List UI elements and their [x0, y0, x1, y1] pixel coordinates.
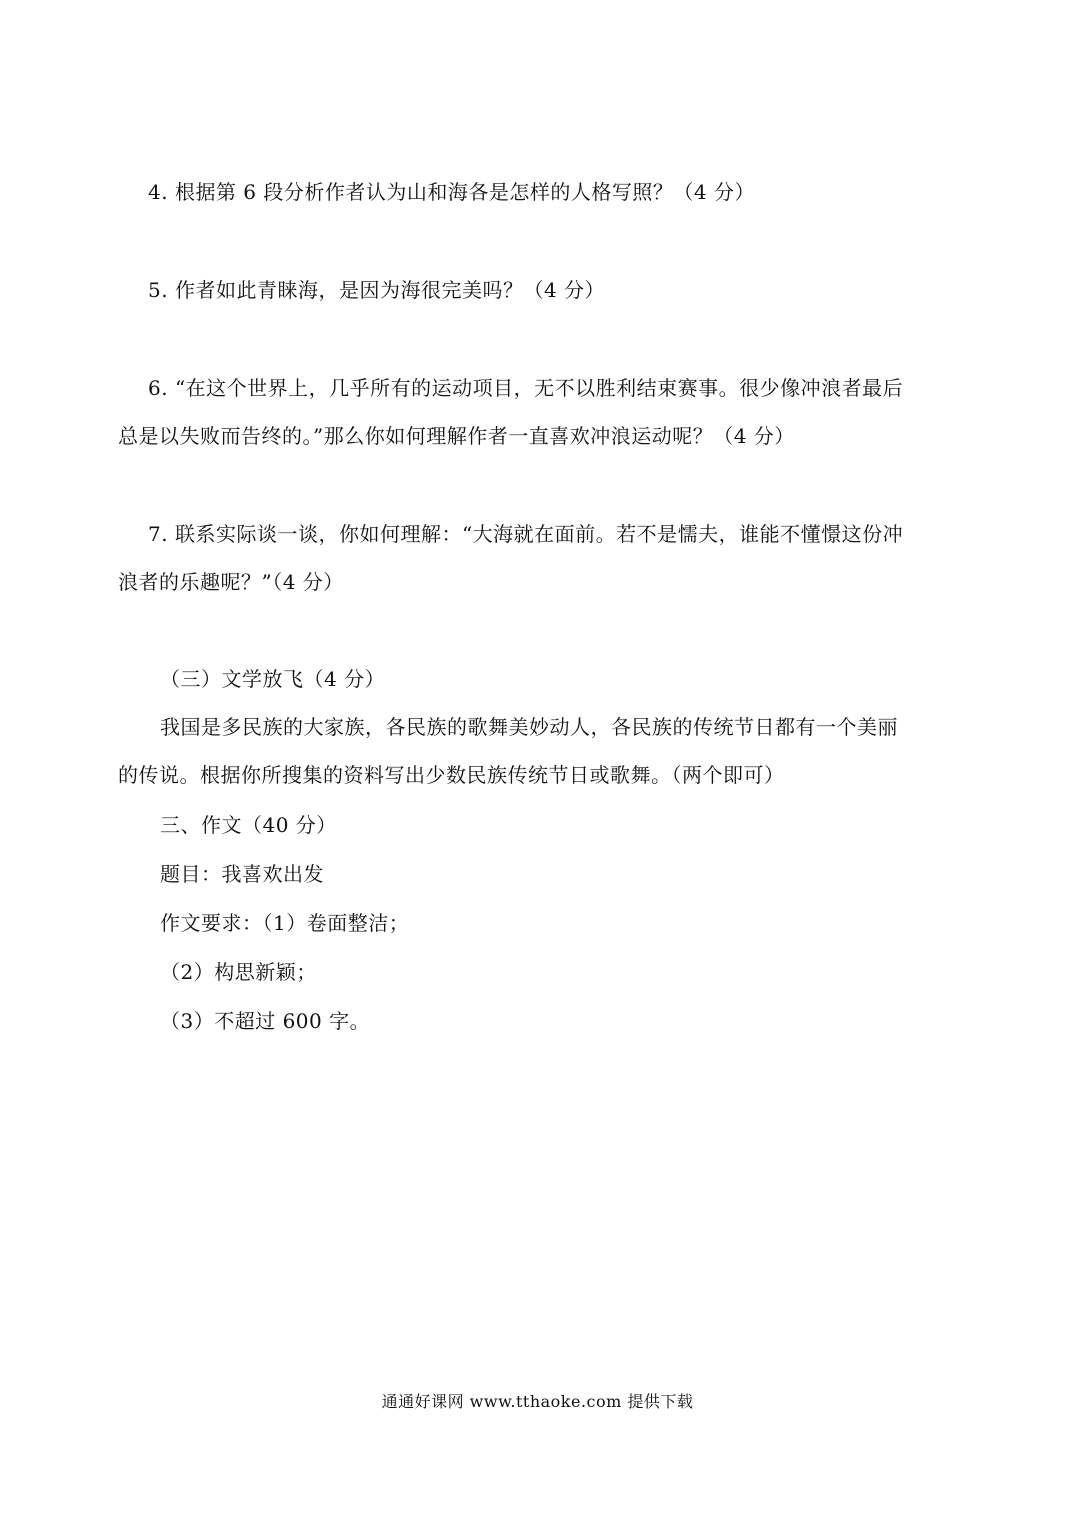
composition-requirement-3: （3）不超过 600 字。 — [160, 1009, 371, 1033]
section-3-heading: （三）文学放飞（4 分） — [160, 667, 386, 691]
section-3-para-line-1: 我国是多民族的大家族，各民族的歌舞美妙动人，各民族的传统节日都有一个美丽 — [160, 715, 898, 739]
section-3-para-line-2: 的传说。根据你所搜集的资料写出少数民族传统节日或歌舞。（两个即可） — [118, 763, 785, 787]
composition-title: 题目：我喜欢出发 — [160, 862, 324, 886]
question-7-line-2: 浪者的乐趣呢？”（4 分） — [118, 570, 344, 594]
question-6-line-1: 6. “在这个世界上，几乎所有的运动项目，无不以胜利结束赛事。很少像冲浪者最后 — [148, 376, 904, 400]
question-4: 4. 根据第 6 段分析作者认为山和海各是怎样的人格写照？（4 分） — [148, 180, 755, 204]
page-footer: 通通好课网 www.tthaoke.com 提供下载 — [381, 1392, 694, 1411]
composition-heading: 三、作文（40 分） — [160, 813, 337, 837]
question-7-line-1: 7. 联系实际谈一谈，你如何理解：“大海就在面前。若不是懦夫，谁能不懂憬这份冲 — [148, 522, 904, 546]
composition-requirement-2: （2）构思新颖； — [160, 960, 317, 984]
composition-requirement-1: 作文要求：（1）卷面整洁； — [160, 911, 410, 935]
question-5: 5. 作者如此青睐海，是因为海很完美吗？（4 分） — [148, 278, 606, 302]
question-6-line-2: 总是以失败而告终的。”那么你如何理解作者一直喜欢冲浪运动呢？（4 分） — [118, 424, 795, 448]
